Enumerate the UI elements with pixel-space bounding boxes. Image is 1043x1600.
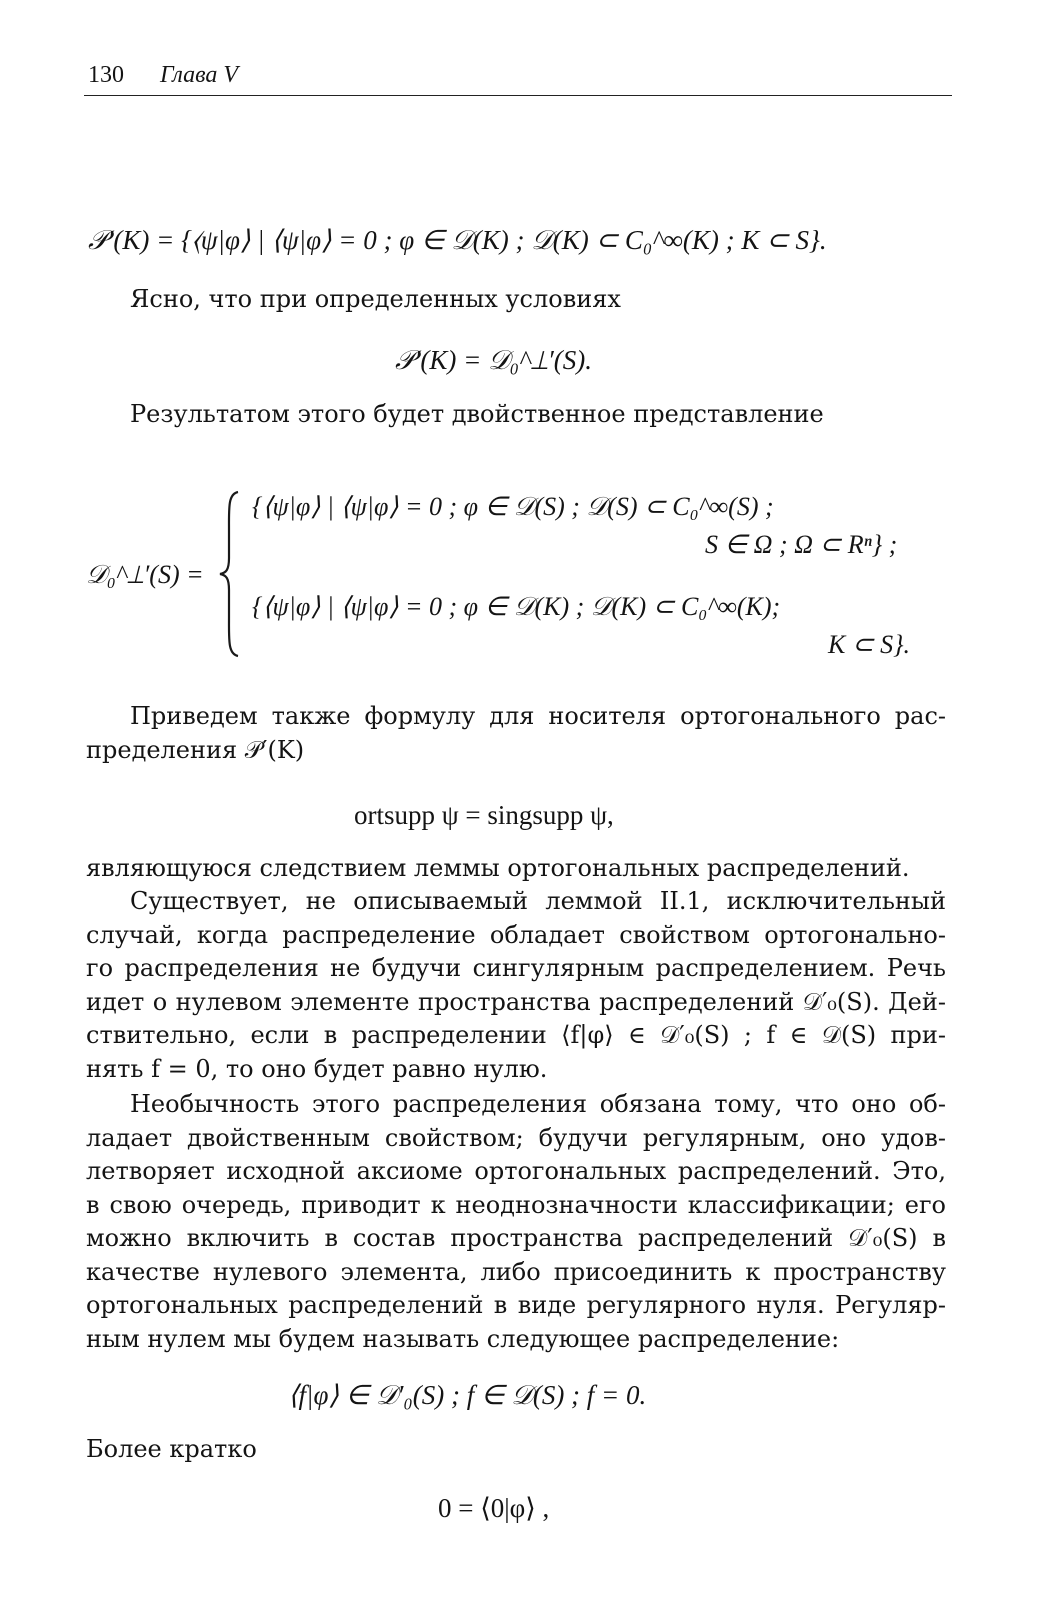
paragraph-exceptional-case [86,885,946,1086]
formula-case-2-line-1: {⟨ψ|φ⟩ | ⟨ψ|φ⟩ = 0 ; φ ∈ 𝒟(K) ; 𝒟(K) ⊂ C₀^∞(K); [252,592,781,621]
text-line: Существует, не описываемый леммой II.1, исключительный [130,887,946,915]
left-brace [218,490,240,658]
paragraph-regular-zero [86,1088,946,1356]
text-line: являющуюся следствием леммы ортогональных распределений. [86,854,910,882]
formula-regular-zero: ⟨f|φ⟩ ∈ 𝒟′₀(S) ; f ∈ 𝒟(S) ; f = 0. [288,1380,647,1410]
text-line: ным нулем мы будем называть следующее распределение: [86,1324,840,1353]
text-line: нять f = 0, то оно будет равно нулю. [86,1054,548,1083]
formula-case-1-line-2: S ∈ Ω ; Ω ⊂ Rⁿ} ; [705,530,898,559]
text-line: можно включить в состав пространства распределений 𝒟′₀(S) в [86,1224,946,1252]
chapter-title: Глава V [160,62,239,88]
formula-p-prime-k: 𝒫′(K) = {⟨ψ|φ⟩ | ⟨ψ|φ⟩ = 0 ; φ ∈ 𝒟(K) ; 𝒟(K) ⊂ C₀^∞(K) ; K ⊂ S}. [88,225,827,255]
formula-zero-bracket: 0 = ⟨0|φ⟩ , [438,1493,550,1523]
formula-case-2-line-2: K ⊂ S}. [828,630,911,659]
paragraph-lemma-consequence [86,852,946,886]
text-line: Приведем также формулу для носителя ортогонального рас- [130,702,946,730]
text-line: случай, когда распределение обладает свойством ортогонально- [86,920,946,949]
text-line: Необычность этого распределения обязана тому, что оно об- [130,1090,946,1118]
paragraph-clear-conditions: Ясно, что при определенных условиях [130,285,621,313]
text-line: летворяет исходной аксиоме ортогональных распределений. Это, [86,1157,946,1185]
page-number: 130 [88,62,124,88]
text-line: качестве нулевого элемента, либо присоединить к пространству [86,1257,946,1286]
text-line: пределения 𝒫′(K) [86,735,305,764]
paragraph-support-formula [86,700,946,767]
text-line: ствительно, если в распределении ⟨f|φ⟩ ∈ 𝒟′₀(S) ; f ∈ 𝒟(S) при- [86,1021,946,1049]
formula-case-1-line-1: {⟨ψ|φ⟩ | ⟨ψ|φ⟩ = 0 ; φ ∈ 𝒟(S) ; 𝒟(S) ⊂ C₀^∞(S) ; [252,492,774,521]
text-line: ладает двойственным свойством; будучи регулярным, оно удов- [86,1123,946,1152]
text-line: идет о нулевом элементе пространства распределений 𝒟′₀(S). Дей- [86,987,946,1016]
text-line: ортогональных распределений в виде регулярного нуля. Регуляр- [86,1291,946,1319]
text-line: го распределения не будучи сингулярным распределением. Речь [86,954,946,982]
formula-cases-lhs: 𝒟₀^⊥′(S) = [86,560,204,589]
text-line: в свою очередь, приводит к неоднозначности классификации; его [86,1190,946,1219]
paragraph-more-briefly: Более кратко [86,1435,257,1463]
formula-ortsupp: ortsupp ψ = singsupp ψ, [354,800,614,830]
header-rule [84,95,952,96]
paragraph-dual-representation: Результатом этого будет двойственное представление [130,400,824,428]
formula-p-equals-d-perp: 𝒫′(K) = 𝒟₀^⊥′(S). [395,345,593,375]
